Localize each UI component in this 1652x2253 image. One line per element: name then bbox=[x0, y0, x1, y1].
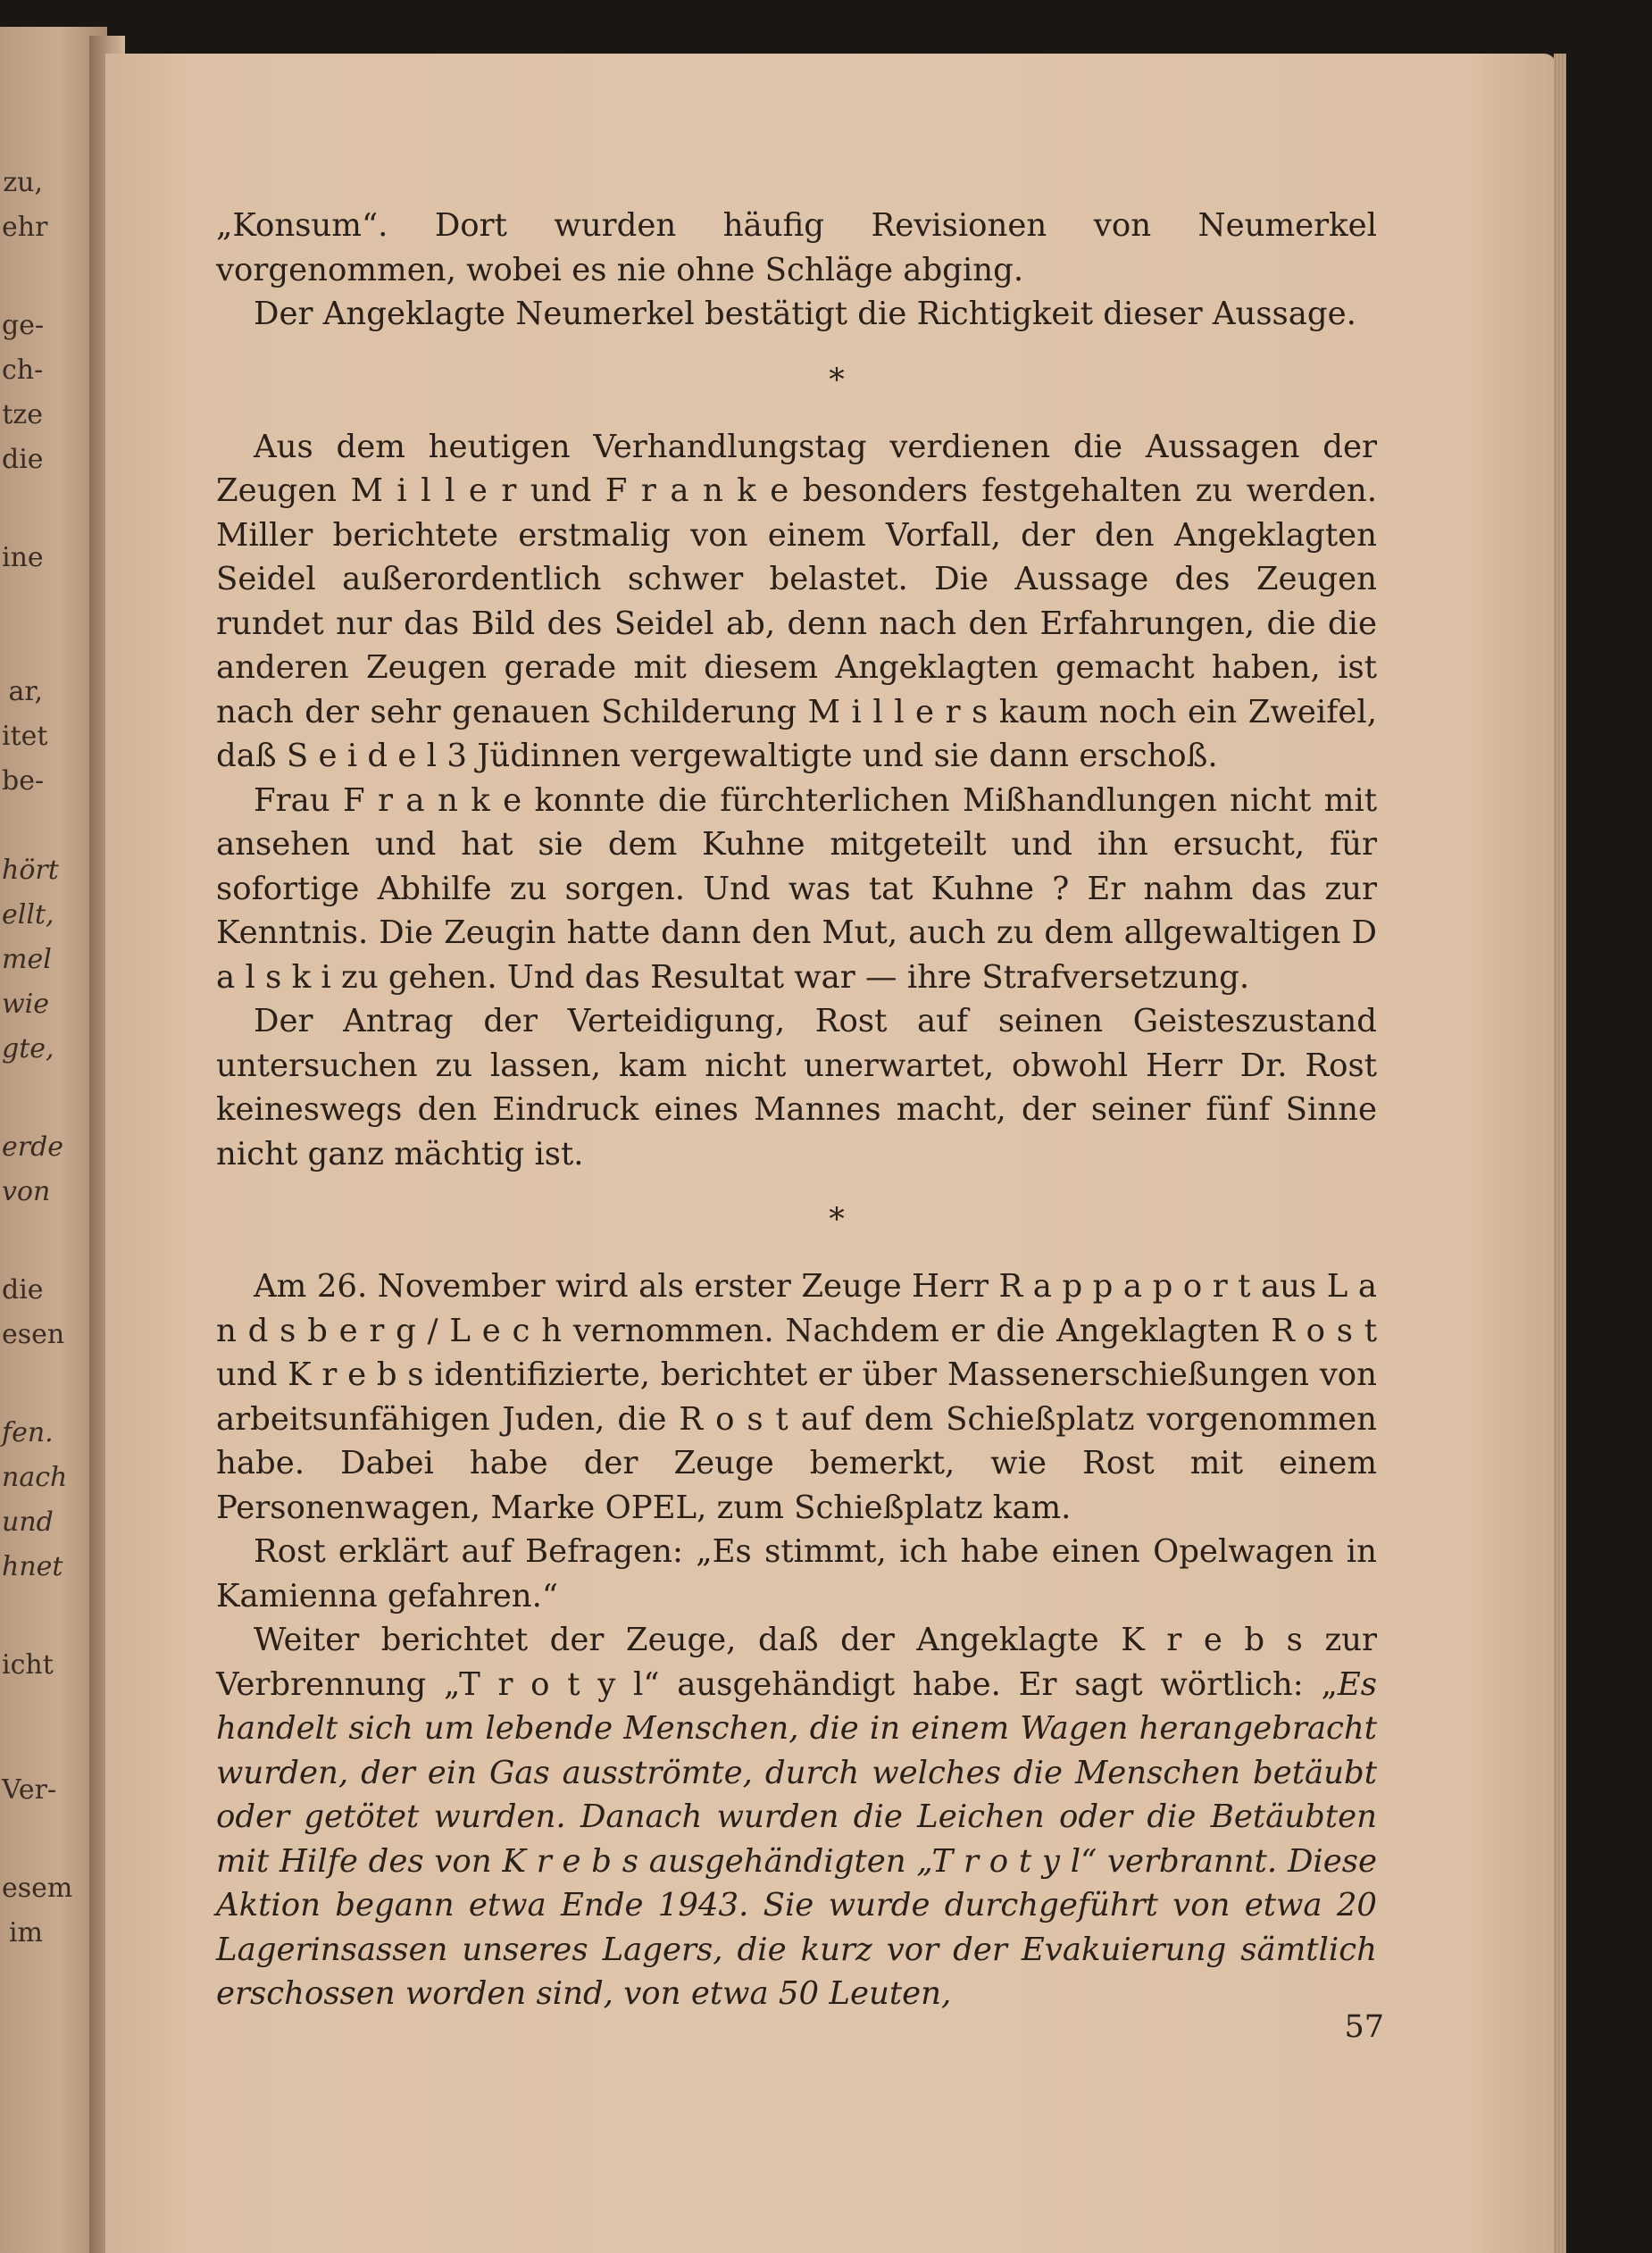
left-page-fragment: ellt, bbox=[2, 899, 54, 930]
left-page-fragment: die bbox=[2, 444, 44, 475]
page-body bbox=[216, 204, 1377, 2016]
paragraph-trotyl bbox=[216, 1618, 1377, 2016]
left-page-fragment: esen bbox=[2, 1319, 65, 1350]
page-edge-stack bbox=[1554, 54, 1566, 2253]
section-separator: * bbox=[829, 362, 845, 398]
left-page-fragment: be- bbox=[2, 765, 45, 797]
section-separator: * bbox=[829, 1202, 845, 1238]
left-page-fragment: im bbox=[8, 1917, 43, 1948]
page-number: 57 bbox=[1344, 2009, 1384, 2045]
left-page-fragment: fen. bbox=[2, 1417, 54, 1448]
left-page-fragment: wie bbox=[2, 989, 50, 1020]
left-page-fragment: zu, bbox=[3, 167, 43, 198]
left-page-fragment: gte, bbox=[2, 1033, 54, 1064]
left-page-fragment: ar, bbox=[8, 676, 43, 707]
left-page-fragment: icht bbox=[2, 1649, 54, 1681]
left-page-fragment: ch- bbox=[2, 355, 44, 386]
left-page-fragment: und bbox=[2, 1506, 54, 1538]
paragraph-antrag: Der Antrag der Verteidigung, Rost auf seinen Geisteszustand untersuchen zu lassen, kam nicht unerwartet, obwohl Herr Dr. Rost keineswegs den Eindruck eines Mannes macht, der seiner fünf Sinne nicht ganz mächtig ist. bbox=[216, 1003, 1377, 1172]
trotyl-intro: Weiter berichtet der Zeuge, daß der Angeklagte K r e b s zur Verbrennung „T r o t y l“ ausgehändigt habe. Er sagt wörtlich: „ bbox=[216, 1622, 1377, 1703]
left-page-fragment: die bbox=[2, 1274, 44, 1306]
paragraph-frau-franke: Frau F r a n k e konnte die fürchterlichen Mißhandlungen nicht mit ansehen und hat sie dem Kuhne mitgeteilt und ihn ersucht, für sofortige Abhilfe zu sorgen. Und was tat Kuhne ? Er nahm das zur Kenntnis. Die Zeugin hatte dann den Mut, auch zu dem allgewaltigen D a l s k i zu gehen. Und das Resultat war — ihre Strafversetzung. bbox=[216, 781, 1377, 996]
trotyl-quote: Es handelt sich um lebende Menschen, die in einem Wagen herangebracht wurden, der ein Gas ausströmte, durch welches die Menschen betäubt oder getötet wurden. Danach wurden die Leichen oder die Betäubten mit Hilfe des von K r e b s ausgehändigten „T r o t y l“ verbrannt. Diese Aktion begann etwa Ende 1943. Sie wurde durchgeführt von etwa 20 Lagerinsassen unseres Lagers, die kurz vor der Evakuierung sämtlich erschossen worden sind, von etwa 50 Leuten, bbox=[216, 1665, 1377, 2012]
left-page-fragment: ine bbox=[2, 542, 44, 573]
left-page-fragment: itet bbox=[2, 721, 48, 752]
paragraph-neumerkel: Der Angeklagte Neumerkel bestätigt die Richtigkeit dieser Aussage. bbox=[254, 296, 1356, 332]
left-page-fragment: nach bbox=[2, 1462, 68, 1493]
paragraph-rost-opel: Rost erklärt auf Befragen: „Es stimmt, ich habe einen Opelwagen in Kamienna gefahren.“ bbox=[216, 1533, 1377, 1615]
paragraph-rappaport: Am 26. November wird als erster Zeuge Herr R a p p a p o r t aus L a n d s b e r g / L e c h vernommen. Nachdem er die Angeklagten R o s t und K r e b s identifizierte, berichtet er über Massenerschießungen von arbeitsunfähigen Juden, die R o s t auf dem Schießplatz vorgenommen habe. Dabei habe der Zeuge bemerkt, wie Rost mit einem Personenwagen, Marke OPEL, zum Schießplatz kam. bbox=[216, 1268, 1377, 1526]
paragraph-miller-franke: Aus dem heutigen Verhandlungstag verdienen die Aussagen der Zeugen M i l l e r und F r a n k e besonders festgehalten zu werden. Miller berichtete erstmalig von einem Vorfall, der den Angeklagten Seidel außerordentlich schwer belastet. Die Aussage des Zeugen rundet nur das Bild des Seidel ab, denn nach den Erfahrungen, die die anderen Zeugen gerade mit diesem Angeklagten gemacht haben, ist nach der sehr genauen Schilderung M i l l e r s kaum noch ein Zweifel, daß S e i d e l 3 Jüdinnen vergewaltigte und sie dann erschoß. bbox=[216, 428, 1377, 774]
left-page-fragment: hnet bbox=[2, 1551, 63, 1582]
left-page-fragment: mel bbox=[2, 944, 52, 975]
left-page-fragment: hört bbox=[2, 855, 59, 886]
left-page-fragment: von bbox=[2, 1176, 51, 1207]
left-page-fragment: ehr bbox=[2, 212, 48, 243]
left-page-fragment: erde bbox=[2, 1131, 64, 1163]
left-page-fragment: Ver- bbox=[2, 1774, 57, 1806]
left-page-fragment: tze bbox=[2, 399, 43, 430]
paragraph-konsum: „Konsum“. Dort wurden häufig Revisionen von Neumerkel vorgenommen, wobei es nie ohne Schläge abging. bbox=[216, 207, 1377, 288]
left-page-fragment: ge- bbox=[2, 310, 45, 341]
left-page-fragment: esem bbox=[2, 1873, 73, 1904]
